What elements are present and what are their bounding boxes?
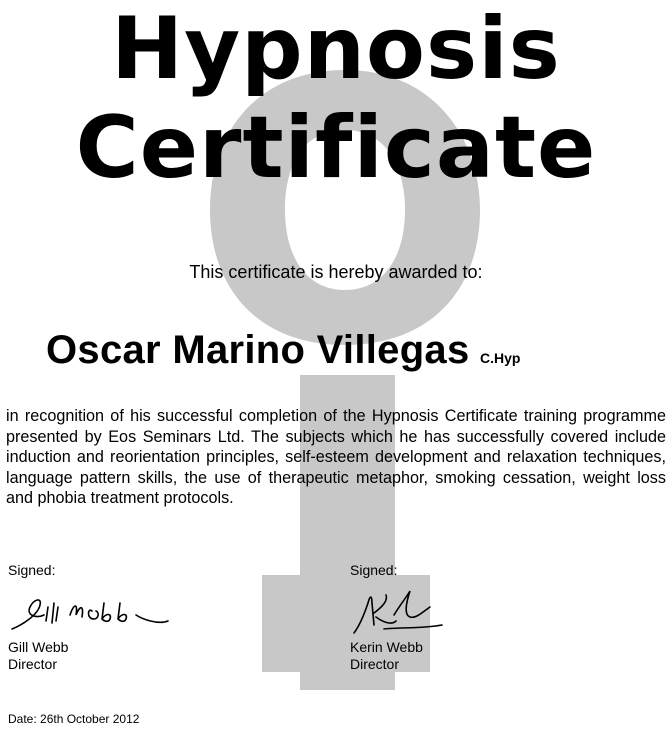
certificate-title-line1: Hypnosis: [111, 0, 561, 99]
signed-label: Signed:: [350, 562, 398, 578]
signatory-name-right: Kerin Webb: [350, 639, 423, 655]
signatory-role-right: Director: [350, 656, 400, 672]
certificate-title-line2: Certificate: [75, 98, 597, 198]
signatory-role-left: Director: [8, 656, 58, 672]
recipient-suffix: C.Hyp: [479, 350, 521, 366]
signature-block-right: [350, 562, 450, 673]
certificate-body-text: in recognition of his successful completion of the Hypnosis Certificate training programme presented by Eos Seminars Ltd. The subjects which he has successfully covered include induction and reorientation principles, self-esteem development and relaxation techniques, language pattern skills, the use of therapeutic metaphor, smoking cessation, weight loss and phobia treatment protocols.: [6, 407, 666, 507]
recipient-name: Oscar Marino Villegas: [46, 328, 470, 372]
awarded-to-text: This certificate is hereby awarded to:: [189, 262, 483, 282]
signed-label: Signed:: [8, 562, 56, 578]
signature-block-left: [8, 562, 178, 673]
kerin-webb-signature-icon: [350, 585, 450, 637]
signatory-name-left: Gill Webb: [8, 639, 69, 655]
gill-webb-signature-icon: [8, 585, 178, 637]
recipient-row: [46, 328, 520, 373]
certificate-date: Date: 26th October 2012: [8, 712, 140, 726]
